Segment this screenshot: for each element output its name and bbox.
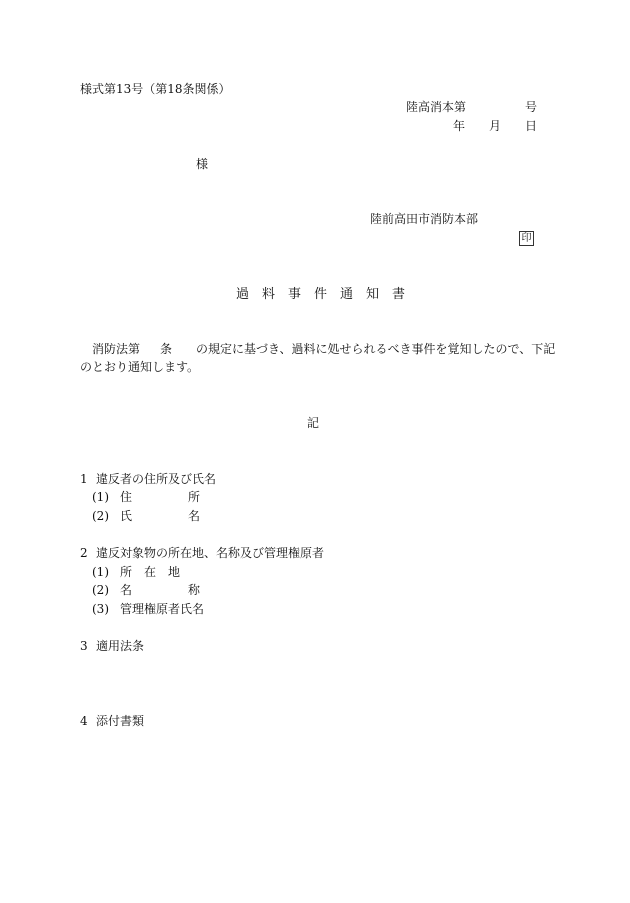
section-2-heading: 違反対象物の所在地、名称及び管理権原者 bbox=[96, 546, 325, 560]
ki-heading: 記 bbox=[307, 416, 320, 430]
document-title: 過 料 事 件 通 知 書 bbox=[236, 287, 406, 302]
section-2-item-1-label: 所 在 地 bbox=[120, 565, 181, 579]
body-text-article: 条 bbox=[160, 342, 173, 356]
section-2-item-2-label-a: 名 bbox=[120, 583, 133, 597]
document-number-suffix: 号 bbox=[525, 100, 538, 114]
section-2-item-3-label: 管理権原者氏名 bbox=[120, 602, 205, 616]
addressee-suffix: 様 bbox=[196, 157, 209, 171]
date-year: 年 bbox=[453, 119, 466, 133]
section-1-item-1-number: (1) bbox=[92, 490, 109, 504]
body-text-start: 消防法第 bbox=[92, 342, 141, 356]
section-1-number: 1 bbox=[80, 472, 88, 486]
section-2-item-2-label-b: 称 bbox=[188, 583, 201, 597]
section-1-item-2-label-b: 名 bbox=[188, 509, 201, 523]
sender-name: 陸前高田市消防本部 bbox=[370, 212, 479, 226]
section-1-item-1-label-b: 所 bbox=[188, 490, 201, 504]
body-text-main: の規定に基づき、過料に処せられるべき事件を覚知したので、下記 bbox=[196, 342, 556, 356]
section-2-number: 2 bbox=[80, 546, 88, 560]
section-1-item-2-label-a: 氏 bbox=[120, 509, 133, 523]
section-4-heading: 添付書類 bbox=[96, 714, 145, 728]
section-1-item-2-number: (2) bbox=[92, 509, 109, 523]
section-1-heading: 違反者の住所及び氏名 bbox=[96, 472, 217, 486]
seal-mark: 印 bbox=[519, 231, 534, 246]
section-2-item-1-number: (1) bbox=[92, 565, 109, 579]
date-month: 月 bbox=[489, 119, 502, 133]
section-3-number: 3 bbox=[80, 639, 88, 653]
date-day: 日 bbox=[525, 119, 538, 133]
section-2-item-3-number: (3) bbox=[92, 602, 109, 616]
section-4-number: 4 bbox=[80, 714, 88, 728]
section-1-item-1-label-a: 住 bbox=[120, 490, 133, 504]
section-3-heading: 適用法条 bbox=[96, 639, 145, 653]
document-number-prefix: 陸高消本第 bbox=[406, 100, 467, 114]
form-header: 様式第13号（第18条関係） bbox=[80, 82, 231, 96]
section-2-item-2-number: (2) bbox=[92, 583, 109, 597]
body-text-line2: のとおり通知します。 bbox=[80, 360, 200, 374]
